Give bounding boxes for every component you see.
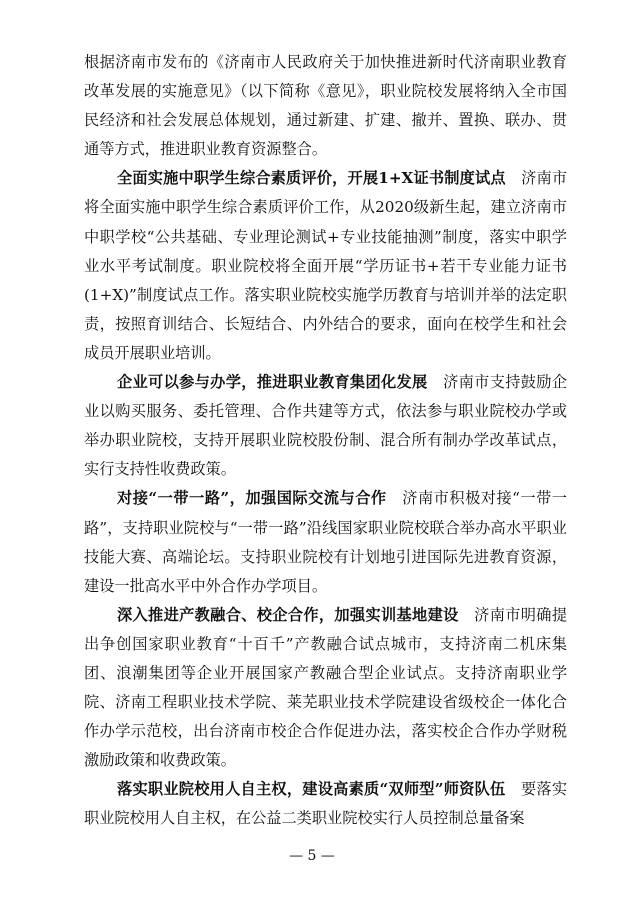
paragraph-staffing [84,775,567,833]
paragraph-text: 根据济南市发布的《济南市人民政府关于加快推进新时代济南职业教育改革发展的实施意见》（以下简称《意见》，职业院校发展将纳入全市国民经济和社会发展总体规划，通过新建、扩建、撤并、置换、联办、贯通等方式，推进职业教育资源整合。 [84,53,567,159]
page-number: — 5 — [289,848,335,864]
paragraph-text: 济南市将全面实施中职学生综合素质评价工作，从2020级新生起，建立济南市中职学校“公共基础、专业理论测试+专业技能抽测”制度，落实中职学业水平考试制度。职业院校将全面开展“学历证书+若干专业能力证书(1+X)”制度试点工作。落实职业院校实施学历教育与培训并举的法定职责，按照育训结合、长短结合、内外结合的要求，面向在校学生和社会成员开展职业培训。 [84,169,568,362]
paragraph-enterprise [84,368,567,484]
paragraph-text: 济南市明确提出争创国家职业教育“十百千”产教融合试点城市，支持济南二机床集团、浪潮集团等企业开展国家产教融合型企业试点。支持济南职业学院、济南工程职业技术学院、莱芜职业技术学院建设省级校企一体化合作办学示范校，出台济南市校企合作促进办法，落实校企合作办学财税激励政策和收费政策。 [84,605,568,770]
paragraph-text: 济南市支持鼓励企业以购买服务、委托管理、合作共建等方式，依法参与职业院校办学或举办职业院校，支持开展职业院校股份制、混合所有制办学改革试点，实行支持性收费政策。 [84,373,568,479]
paragraph-intro [84,48,567,164]
paragraph-evaluation [84,164,567,368]
paragraph-belt-road [84,484,567,600]
document-body [84,48,567,834]
paragraph-heading: 对接“一带一路”，加强国际交流与合作 [117,489,387,508]
paragraph-heading: 落实职业院校用人自主权，建设高素质“双师型”师资队伍 [117,780,506,799]
paragraph-text: 济南市积极对接“一带一路”，支持职业院校与“一带一路”沿线国家职业院校联合举办高水平职业技能大赛、高端论坛。支持职业院校有计划地引进国际先进教育资源，建设一批高水平中外合作办学项目。 [84,489,567,595]
paragraph-heading: 深入推进产教融合、校企合作，加强实训基地建设 [117,605,459,624]
paragraph-text: 要落实职业院校用人自主权，在公益二类职业院校实行人员控制总量备案 [84,780,568,828]
paragraph-industry-education [84,601,567,776]
paragraph-heading: 全面实施中职学生综合素质评价，开展1+X证书制度试点 [117,169,506,188]
paragraph-heading: 企业可以参与办学，推进职业教育集团化发展 [117,373,428,392]
